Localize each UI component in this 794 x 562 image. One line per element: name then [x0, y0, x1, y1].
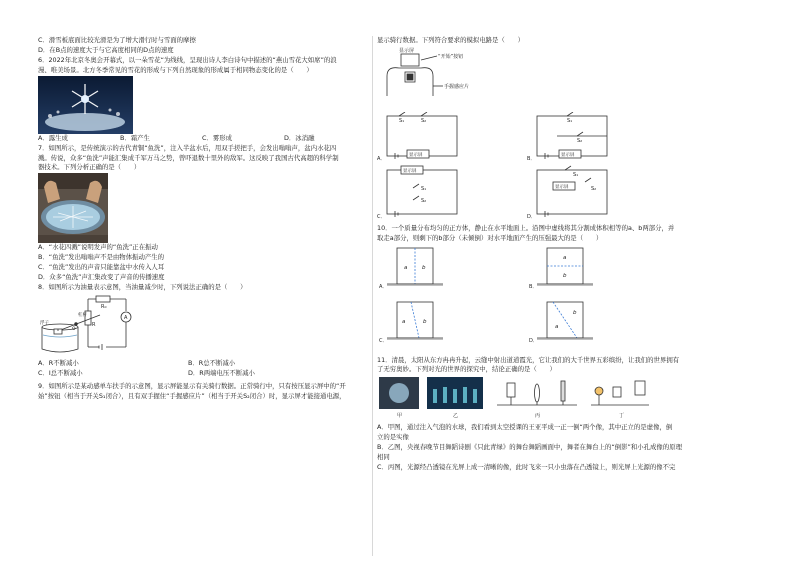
circuit-d-screen: 显示屏: [555, 184, 569, 190]
q11-option-c-1[interactable]: C．丙图，光源经凸透镜在光屏上成一清晰的像，此时飞来一只小虫落在凸透镜上，则光屏上光源的像不完: [377, 462, 676, 471]
q8-label-lever: 杠杆: [78, 312, 87, 318]
q9-label-start-button: “开始”按钮: [438, 53, 464, 60]
cube-a-part-a: a: [404, 264, 408, 271]
circuit-b-s1: S₁: [567, 117, 573, 124]
q7-option-b[interactable]: B．“鱼洗”发出嗡嗡声不是由物体振动产生的: [38, 253, 165, 262]
q7-option-a[interactable]: A．“水花四溅”说明发声的“鱼洗”正在振动: [38, 243, 158, 252]
q10-option-b[interactable]: B．: [529, 283, 538, 290]
q6-snowflake-photo: [38, 76, 133, 134]
q6-stem-1: 6．2022年北京冬奥会开幕式，以一朵雪花“为线线，呈现出诗人李白诗句中描述的“燕山雪花大如席”的浪: [38, 55, 337, 64]
q11-option-a-1[interactable]: A．甲图，通过注入气泡的水球，我们看到太空授课的王亚平成一正一倒“两个像，其中正立的是虚像，倒: [377, 423, 673, 432]
circuit-d-s2: S₂: [591, 185, 597, 192]
circuit-c-s2: S₂: [421, 197, 427, 204]
q8-fuel-gauge-diagram: [38, 293, 148, 355]
q11-figures: [377, 375, 677, 419]
q9-label-sensor: 手握感应片: [444, 83, 470, 90]
q6-option-d[interactable]: D．冰消融: [284, 133, 315, 142]
q8-stem: 8．如图所示为油量表示意图，当油量减少时，下列说法正确的是（ ）: [38, 283, 247, 292]
q8-option-a[interactable]: A．R不断减小: [38, 358, 79, 367]
q10-stem-2: 取走a部分，则剩下的b部分（未倾倒）对水平地面产生的压强最大的是（ ）: [377, 233, 603, 242]
q6-option-a[interactable]: A．露生成: [38, 133, 68, 142]
q5-option-c: C．滑雪板底面比较光滑是为了增大滑行时与雪面的摩擦: [38, 36, 196, 44]
q8-label-float: 浮子: [40, 320, 49, 326]
q11-fig-yi: 乙: [453, 413, 459, 420]
circuit-b-label[interactable]: B．: [527, 155, 536, 162]
circuit-b-s2: S₂: [577, 137, 583, 144]
q10-cube-options: [377, 244, 677, 352]
circuit-c-s1: S₁: [421, 185, 427, 192]
column-divider: [372, 36, 373, 556]
cube-a-part-b: b: [422, 264, 426, 271]
cube-d-part-a: a: [555, 323, 559, 330]
q11-fig-ding: 丁: [619, 413, 625, 420]
circuit-a-label[interactable]: A．: [377, 155, 386, 162]
right-column: [377, 36, 707, 473]
q8-option-b[interactable]: B．R总不断减小: [188, 358, 236, 367]
q7-yuxi-basin-photo: [38, 173, 108, 243]
left-column: [38, 36, 368, 402]
q11-option-a-2: 立的是实像: [377, 433, 409, 442]
q8-label-ammeter: A: [124, 314, 128, 321]
q9-label-screen: 显示屏: [399, 47, 415, 54]
q8-options-row2: [38, 369, 368, 379]
q9-stem-1: 9．如图所示是某动感单车扶手的示意图，显示屏能显示有关骑行数据。正常骑行中，只有按压显示屏中的“开: [38, 381, 346, 390]
q7-option-d[interactable]: D．众多“鱼洗”声汇集改变了声音的传播速度: [38, 273, 165, 282]
q8-label-r0: R₀: [101, 303, 107, 310]
q11-fig-jia: 甲: [397, 413, 403, 420]
q11-option-b-2: 相同: [377, 453, 390, 462]
q8-label-o: O: [72, 326, 76, 332]
q8-options-row1: [38, 359, 368, 369]
q11-stem-2: 了无穷奥妙。下列对光的世界的探究中，结论正确的是（ ）: [377, 365, 556, 374]
cube-c-part-a: a: [402, 318, 406, 325]
q6-stem-2: 漫、唯美场景。北方冬季常见的雪花的形成与下列自然现象的形成属于相同物态变化的是（ ）: [38, 65, 313, 74]
cube-c-part-b: b: [423, 318, 427, 325]
q7-option-c[interactable]: C．“鱼洗”发出的声音只能靠盆中水传入人耳: [38, 263, 165, 272]
q7-stem-1: 7．如图所示，是传统演示的古代青铜“鱼洗”，注入半盆水后，用双手搓把手，会发出嗡嗡声，盆内水花四: [38, 143, 337, 152]
q11-fig-bing: 丙: [535, 413, 541, 420]
q7-stem-3: 器技术。下列分析正确的是（ ）: [38, 163, 141, 172]
q10-option-a[interactable]: A．: [379, 283, 388, 290]
circuit-a-s2: S₂: [421, 117, 427, 124]
circuit-d-s1: S₁: [573, 171, 579, 178]
q9-stem-3: 显示骑行数据。下列符合要求的模拟电路是（ ）: [377, 36, 524, 44]
circuit-c-label[interactable]: C．: [377, 213, 386, 220]
q6-option-b[interactable]: B．霜产生: [120, 133, 150, 142]
q11-option-b-1[interactable]: B．乙图，央视春晚节目舞蹈诗剧《只此青绿》的舞台舞蹈画面中，舞者在舞台上的“倒影”和小孔成像的原理: [377, 443, 682, 452]
circuit-d-label[interactable]: D．: [527, 213, 536, 220]
q6-option-c[interactable]: C．雾形成: [202, 133, 233, 142]
q10-option-d[interactable]: D．: [529, 337, 538, 344]
circuit-b-screen: 显示屏: [561, 152, 575, 158]
q10-option-c[interactable]: C．: [379, 337, 388, 344]
circuit-c-screen: 显示屏: [403, 168, 417, 174]
circuit-a-screen: 显示屏: [409, 152, 423, 158]
circuit-a-s1: S₁: [399, 117, 405, 124]
q10-stem-1: 10．一个质量分布均匀的正方体，静止在水平地面上。沿图中虚线将其分割成体积相等的a、b两部分，并: [377, 223, 675, 232]
q11-stem-1: 11．清晨，太阳从东方冉冉升起，云缝中射出道道霞光，它让我们的大千世界五彩缤纷，让我们的世界拥有: [377, 355, 680, 364]
q6-options: [38, 134, 368, 144]
cube-b-part-a: a: [563, 254, 567, 261]
q8-option-c[interactable]: C．I总不断减小: [38, 368, 83, 377]
q9-circuit-options: [377, 112, 677, 220]
q9-handlebar-diagram: [377, 46, 507, 108]
q8-option-d[interactable]: D．R两端电压不断减小: [188, 368, 255, 377]
cube-d-part-b: b: [573, 309, 577, 316]
q5-option-d: D．在B点的速度大于与它高度相同的D点的速度: [38, 45, 174, 54]
q9-stem-2: 始”按钮（相当于开关S₁闭合），且有双手握住“手握感应片”（相当于开关S₂闭合）时，显示屏才能接通电源，: [38, 391, 346, 400]
q8-label-r: R: [92, 321, 96, 328]
cube-b-part-b: b: [563, 272, 567, 279]
q7-stem-2: 溅。传说，众多“鱼洗”声能汇集成千军万马之势，曾吓退数十里外的敌军。这反映了我国古代高超的科学制: [38, 153, 339, 162]
